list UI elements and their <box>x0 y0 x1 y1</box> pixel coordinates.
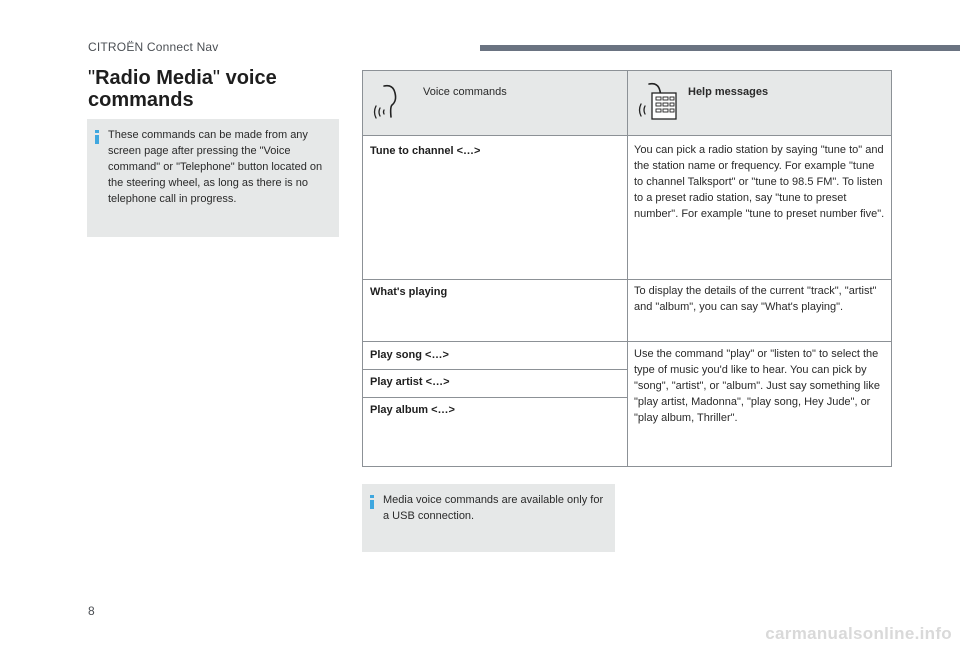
title-main: Radio Media <box>95 67 213 89</box>
title-rest: voice commands <box>88 67 277 111</box>
row-divider <box>363 397 627 398</box>
info-box-commands <box>87 119 339 237</box>
title-quote-close: " <box>212 67 221 89</box>
command-whats-playing: What's playing <box>370 286 448 298</box>
header-title: CITROËN Connect Nav <box>88 40 219 54</box>
info-icon <box>95 130 99 144</box>
page-number: 8 <box>88 604 95 618</box>
help-play-media: Use the command "play" or "listen to" to select the type of music you'd like to hear. You can pick by "song", "artist", or "album". Just say something like "play artist, Madonna", "play song, Hey Jude", or "play album, Thriller". <box>634 348 880 424</box>
info-box-usb <box>362 484 615 552</box>
help-tune-to-channel: You can pick a radio station by saying "tune to" and the station name or frequency. For example "tune to channel Talksport" or "tune to 98.5 FM". To listen to a preset radio station, say "tune to preset number". For example "tune to preset number five". <box>634 144 885 220</box>
info-icon <box>370 495 374 509</box>
info-text: Media voice commands are available only for a USB connection. <box>383 494 604 522</box>
info-text: These commands can be made from any screen page after pressing the "Voice command" or "Telephone" button located on the steering wheel, as long as there is no telephone call in progress. <box>108 129 323 205</box>
header-cell-help-messages <box>628 71 891 135</box>
section-title <box>88 67 338 111</box>
header-label-help-messages: Help messages <box>688 86 769 98</box>
row-divider <box>363 279 891 280</box>
help-whats-playing: To display the details of the current "track", "artist" and "album", you can say "What's playing". <box>634 285 877 313</box>
command-tune-to-channel: Tune to channel <…> <box>370 145 481 157</box>
header-cell-voice-commands <box>363 71 627 135</box>
header-bar <box>480 45 960 51</box>
header-label-voice-commands: Voice commands <box>423 86 507 98</box>
column-divider <box>627 71 628 466</box>
row-divider <box>363 369 627 370</box>
voice-commands-table <box>362 70 892 467</box>
command-play-song: Play song <…> <box>370 349 449 361</box>
command-play-artist: Play artist <…> <box>370 376 450 388</box>
watermark: carmanualsonline.info <box>765 624 952 643</box>
help-messages-icon <box>638 81 680 123</box>
title-quote-open: " <box>88 67 96 89</box>
command-play-album: Play album <…> <box>370 404 455 416</box>
row-divider <box>363 341 891 342</box>
voice-command-icon <box>373 81 409 123</box>
